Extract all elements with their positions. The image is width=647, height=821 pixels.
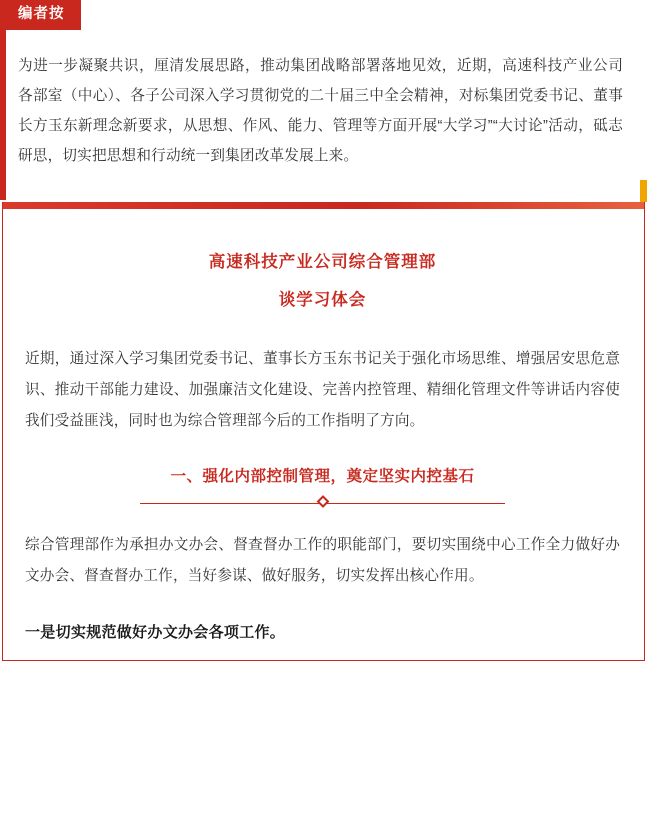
section-1-paragraph: 综合管理部作为承担办文办会、督查督办工作的职能部门，要切实围绕中心工作全力做好办文办会、督查督办工作，当好参谋、做好服务，切实发挥出核心作用。 [25,537,620,585]
article-intro-paragraph: 近期，通过深入学习集团党委书记、董事长方玉东书记关于强化市场思维、增强居安思危意识、推动干部能力建设、加强廉洁文化建设、完善内控管理、精细化管理文件等讲话内容使我们受益匪浅，同时也为综合管理部今后的工作指明了方向。 [25,351,620,429]
editor-note-left-bar [0,0,6,200]
article-card-inner [3,209,644,648]
article-card-top-bar [3,202,644,209]
editor-note-tag-wrap [0,0,647,30]
editor-note-block [0,0,647,202]
editor-note-tag: 编者按 [0,0,81,30]
editor-note-body: 为进一步凝聚共识，厘清发展思路，推动集团战略部署落地见效，近期，高速科技产业公司各部室（中心）、各子公司深入学习贯彻党的二十届三中全会精神，对标集团党委书记、董事长方玉东新理念新要求，从思想、作风、能力、管理等方面开展“大学习”“大讨论”活动，砥志研思，切实把思想和行动统一到集团改革发展上来。 [18,57,623,164]
section-divider [25,494,620,512]
editor-note-accent-marker [640,180,647,202]
article-card [2,202,645,661]
section-heading-1: 一、强化内部控制管理，奠定坚实内控基石 [170,468,475,486]
article-subtitle: 谈学习体会 [278,291,367,310]
section-1-subheading: 一是切实规范做好办文办会各项工作。 [25,623,286,641]
article-title: 高速科技产业公司综合管理部 [208,252,437,271]
divider-diamond-icon [316,496,329,509]
